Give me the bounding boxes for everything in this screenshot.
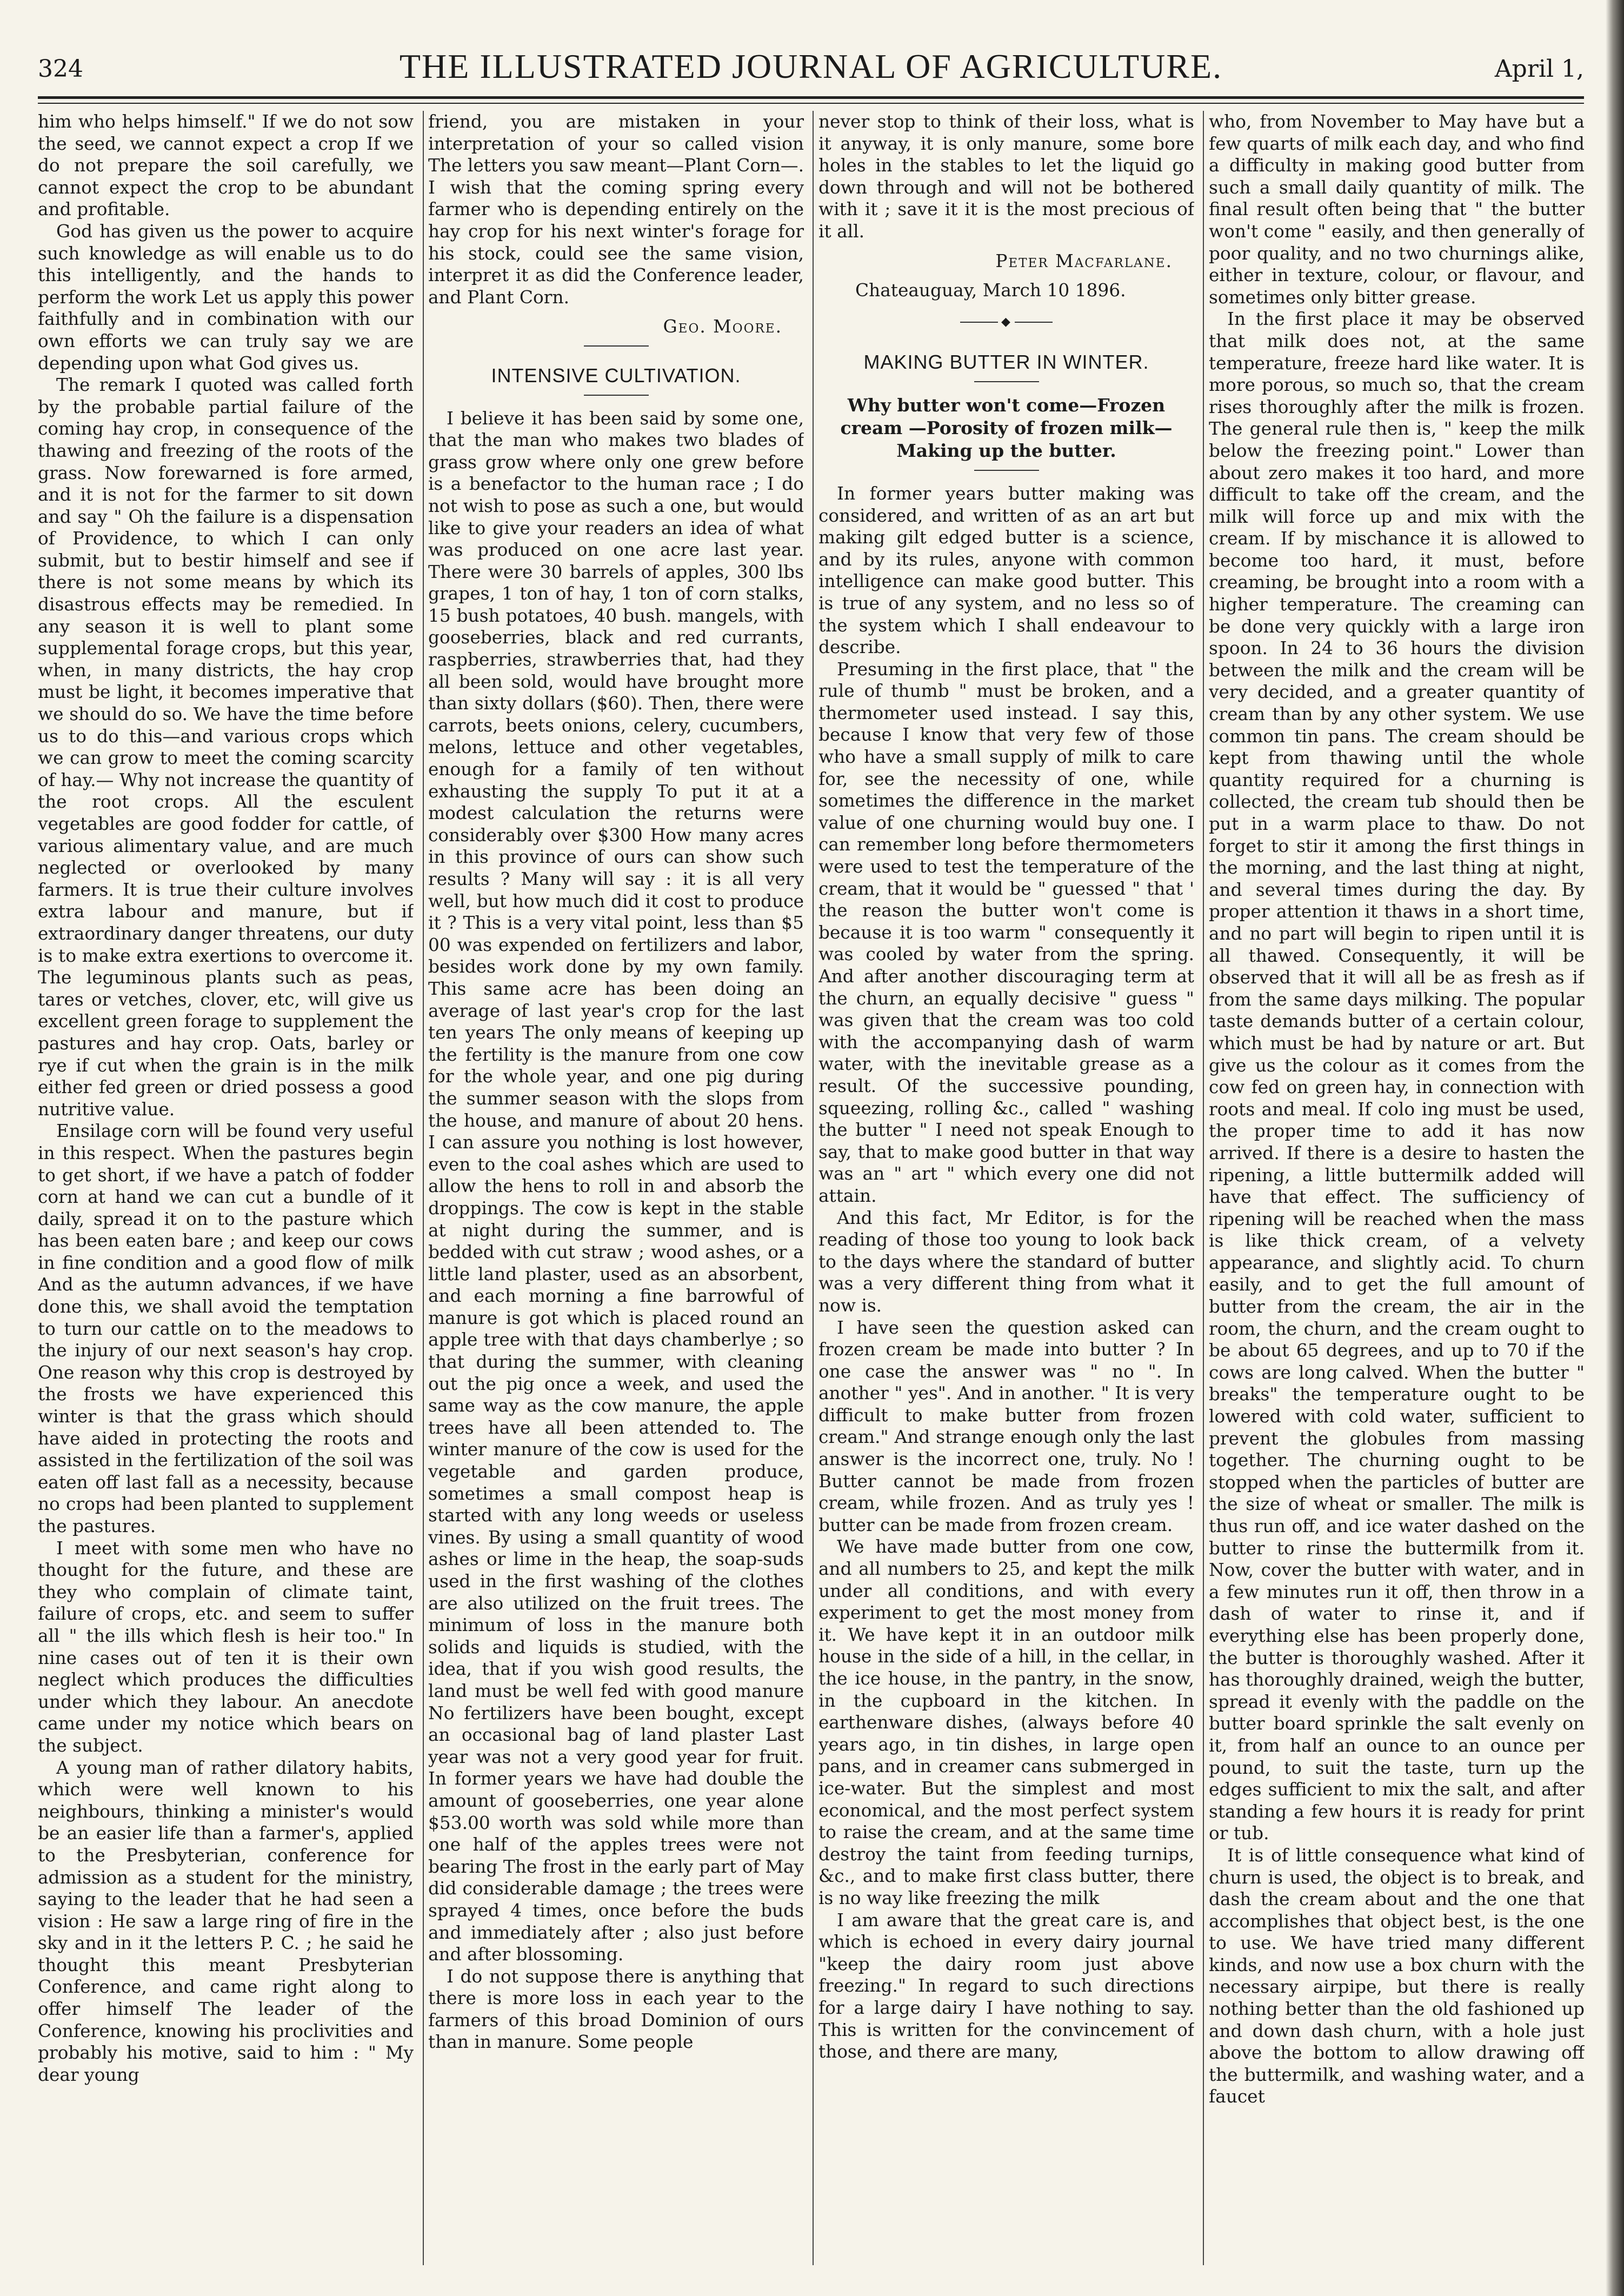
paragraph: I meet with some men who have no thought for the future, and these are they who complain of climate taint, failure of crops, etc. and seem to suffer all " the ills which flesh is heir too." In nine cases out of ten it is their own neglect which produces the difficulties under which they labour. An anecdote came under my notice which bears on the subject. [38,1538,414,1756]
separator-rule [584,345,649,347]
paragraph: Ensilage corn will be found very useful in this respect. When the pastures begin to get short, if we have a patch of fodder corn at hand we can cut a bundle of it daily, spread it on to the pasture which has been eaten bare ; and keep our cows in fine condition and a good flow of milk And as the autumn advances, if we have done this, we shall avoid the temptation to turn our cattle on to the meadows to the injury of our next season's hay crop. One reason why this crop is destroyed by the frosts we have experienced this winter is that the grass which should have aided in protecting the roots and assisted in the fertilization of the soil was eaten off last fall as a necessity, because no crops had been planted to supplement the pastures. [38,1121,414,1536]
paragraph: It is of little consequence what kind of churn is used, the object is to break, and dash the cream about and the one that accomplishes that object best, is the one to use. We have tried many different kinds, and now use a box churn with the necessary airpipe, but there is really nothing better than the old fashioned up and down dash churn, with a hole just above the bottom to allow drawing off the buttermilk, and washing water, and a faucet [1209,1845,1585,2107]
paragraph: God has given us the power to acquire such knowledge as will enable us to do this intelligently, and the hands to perform the work Let us apply this power faithfully and in combination with our own efforts we can truly say we are depending upon what God gives us. [38,221,414,374]
journal-title: THE ILLUSTRATED JOURNAL OF AGRICULTURE. [399,47,1223,85]
author-signature: Peter Macfarlane. [995,250,1173,271]
paragraph: In former years butter making was considered, and written of as an art but making gilt edged butter is a science, and by its rules, anyone with common intelligence can make good butter. This is true of any system, and no less so of the system which I shall endeavour to describe. [818,483,1194,658]
scan-edge [1606,0,1624,2296]
separator-rule [974,381,1039,382]
author-signature: Geo. Moore. [663,316,782,337]
paragraph: The remark I quoted was called forth by the probable partial failure of the coming hay crop, in consequence of the thawing and freezing of the roots of the grass. Now forewarned is fore armed, and it is not for the farmer to sit down and say " Oh the failure is a dispensation of Providence, to which I can only submit, but to bestir himself and see if there is not some means by which its disastrous effects may be remedied. In any season it is well to plant some supplemental forage crops, but this year, when, in many districts, the hay crop must be light, it becomes imperative that we should do so. We have the time before us to do this—and various crops which we can grow to meet the coming scarcity of hay.— Why not increase the quantity of the root crops. All the esculent vegetables are good fodder for cattle, of various alimentary value, and are much neglected or overlooked by many farmers. It is true their culture involves extra labour and manure, but if extraordinary danger threatens, our duty is to make extra exertions to overcome it. The leguminous plants such as peas, tares or vetches, clover, etc, will give us excellent green forage to supplement the pastures and hay crop. Oats, barley or rye if cut when the grain is in the milk either fed green or dried possess a good nutritive value. [38,375,414,1120]
page-header [38,34,1584,93]
article-heading: MAKING BUTTER IN WINTER. [863,351,1149,374]
header-rule-thin [38,103,1584,104]
separator-rule [584,395,649,396]
paragraph: We have made butter from one cow, and all numbers to 25, and kept the milk under all conditions, and with every experiment to get the most money from it. We have kept it in an outdoor milk house in the side of a hill, in the cellar, in the ice house, in the pantry, in the snow, in the cupboard in the kitchen. In earthenware dishes, (always before 40 years ago, in tin dishes, in large open pans, and in creamer cans submerged in ice-water. But the simplest and most economical, and the most perfect system to raise the cream, and at the same time destroy the taint from feeding turnips, &c., and to make first class butter, there is no way like freezing the milk [818,1536,1194,1908]
issue-date: April 1, [1494,55,1584,83]
article-heading: INTENSIVE CULTIVATION. [491,364,741,387]
paragraph: him who helps himself." If we do not sow the seed, we cannot expect a crop If we do not prepare the soil carefully, we cannot expect the crop to be abundant and profitable. [38,111,414,220]
header-rule [38,96,1584,99]
article-columns [38,111,1584,2268]
column-3 [818,111,1194,2268]
paragraph: A young man of rather dilatory habits, which were well known to his neighbours, thinking a minister's would be an easier life than a farmer's, applied to the Presbyterian, conference for admission as a student for the ministry, saying to the leader that he had seen a vision : He saw a large ring of fire in the sky and in it the letters P. C. ; he said he thought this meant Presbyterian Conference, and came right along to offer himself The leader of the Conference, knowing his proclivities and probably his motive, said to him : " My dear young [38,1757,414,2085]
paragraph: And this fact, Mr Editor, is for the reading of those too young to look back to the days where the standard of butter was a very different thing from what it now is. [818,1207,1194,1316]
paragraph: friend, you are mistaken in your interpretation of your so called vision The letters you saw meant—Plant Corn—. I wish that the coming spring every farmer who is depending entirely on the hay crop for his next winter's forage for his stock, could see the same vision, interpret it as did the Conference leader, and Plant Corn. [428,111,804,308]
column-1 [38,111,414,2268]
column-2 [428,111,804,2268]
paragraph: I am aware that the great care is, and which is echoed in every dairy journal "keep the dairy room just above freezing." In regard to such directions for a large dairy I have nothing to say. This is written for the convincement of those, and there are many, [818,1909,1194,2062]
ornament-divider: ◆ [818,311,1194,334]
paragraph: I do not suppose there is anything that there is more loss in each year to the farmers of this broad Dominion of ours than in manure. Some people [428,1966,804,2053]
column-4 [1209,111,1585,2268]
paragraph: never stop to think of their loss, what is it anyway, it is only manure, some bore holes in the stables to let the liquid go down through and will not be bothered with it ; save it it is the most precious of it all. [818,111,1194,242]
paragraph: I believe it has been said by some one, that the man who makes two blades of grass grow where only one grew before is a benefactor to the human race ; I do not wish to pose as such a one, but would like to give your readers an idea of what was produced on one acre last year. There were 30 barrels of apples, 300 lbs grapes, 1 ton of hay, 1 ton of corn stalks, 15 bush potatoes, 40 bush. mangels, with gooseberries, black and red currants, raspberries, strawberries that, had they all been sold, would have brought more than sixty dollars ($60). Then, there were carrots, beets onions, celery, cucumbers, melons, lettuce and other vegetables, enough for a family of ten without exhausting the supply To put it at a modest calculation the returns were considerably over $300 How many acres in this province of ours can show such results ? Many will say : it is all very well, but how much did it cost to produce it ? This is a very vital point, less than $5 00 was expended on fertilizers and labor, besides work done by my own family. This same acre has been doing an average of last year's crop for the last ten years The only means of keeping up the fertility is the manure from one cow for the whole year, and one pig during the summer season with the slops from the house, and manure of about 20 hens. I can assure you nothing is lost however, even to the coal ashes which are used to allow the hens to roll in and absorb the droppings. The cow is kept in the stable at night during the summer, and is bedded with cut straw ; wood ashes, or a little land plaster, used as an absorbent, and each morning a fine barrowful of manure is got which is placed round an apple tree with that days chamberlye ; so that during the summer, with cleaning out the pig once a week, and used the same way as the cow manure, the apple trees have all been attended to. The winter manure of the cow is used for the vegetable and garden produce, sometimes a small compost heap is started with any long weeds or useless vines. By using a small quantity of wood ashes or lime in the heap, the soap-suds used in the first washing of the clothes are also utilized on the fruit trees. The minimum of loss in the manure both solids and liquids is studied, with the idea, that if you wish good results, the land must be well fed with good manure No fertilizers have been bought, except an occasional bag of land plaster Last year was not a very good year for fruit. In former years we have had double the amount of gooseberries, one year alone $53.00 worth was sold while more than one half of the apples trees were not bearing The frost in the early part of May did considerable damage ; the trees were sprayed 4 times, once before the buds and immediately after ; also just before and after blossoming. [428,408,804,1965]
article-subheading: Why butter won't come—Frozen cream —Porosity of frozen milk—Making up the butter. [840,394,1173,461]
paragraph: I have seen the question asked can frozen cream be made into butter ? In one case the answer was " no ". In another " yes". And in another. " It is very difficult to make butter from frozen cream." And strange enough only the last answer is the incorrect one, truly. No ! Butter cannot be made from frozen cream, while frozen. And as truly yes ! butter can be made from frozen cream. [818,1317,1194,1535]
dateline: Chateauguay, March 10 1896. [855,280,1126,301]
paragraph: In the first place it may be observed that milk does not, at the same temperature, freeze hard like water. It is more porous, so much so, that the cream rises thoroughly after the milk is frozen. The general rule then is, " keep the milk below the freezing point." Lower than about zero makes it too hard, and more difficult to take off the cream, and the milk will force up and mix with the cream. If by mischance it is allowed to become too hard, it must, before creaming, be brought into a room with a higher temperature. The creaming can be done very quickly with a large iron spoon. In 24 to 36 hours the division between the milk and the cream will be very decided, and a greater quantity of cream than by any other system. We use common tin pans. The cream should be kept from thawing until the whole quantity required for a churning is collected, the cream tub should then be put in a warm place to thaw. Do not forget to stir it among the first things in the morning, and the last thing at night, and several times during the day. By proper attention it thaws in a short time, and no part will begin to ripen until it is all thawed. Consequently, it will be observed that it will all be as fresh as if from the same days milking. The popular taste demands butter of a certain colour, which must be had by nature or art. But give us the colour as it comes from the cow fed on green hay, in connection with roots and meal. If colo ing must be used, the proper time to add it has now arrived. If there is a desire to hasten the ripening, a little buttermilk added will have that effect. The sufficiency of ripening will be reached when the mass is like thick cream, of a velvety appearance, and slightly acid. To churn easily, and to get the full amount of butter from the cream, the air in the room, the churn, and the cream ought to be about 65 degrees, and up to 70 if the cows are long calved. When the butter " breaks" the temperature ought to be lowered with cold water, sufficient to prevent the globules from massing together. The churning ought to be stopped when the particles of butter are the size of wheat or smaller. The milk is thus run off, and ice water dashed on the butter to rinse the buttermilk from it. Now, cover the butter with water, and in a few minutes run it off, then throw in a dash of water to rinse it, and if everything else has been properly done, the butter is thoroughly washed. After it has thoroughly drained, weigh the butter, spread it evenly with the paddle on the butter board sprinkle the salt evenly on it, from half an ounce to an ounce per pound, to suit the taste, turn up the edges sufficient to mix the salt, and after standing a few hours it is ready for print or tub. [1209,309,1585,1844]
paragraph: who, from November to May have but a few quarts of milk each day, and who find a difficulty in making good butter from such a small daily quantity of milk. The final result often being that " the butter won't come " easily, and then generally of poor quality, and no two churnings alike, either in texture, colour, or flavour, and sometimes only bitter grease. [1209,111,1585,308]
separator-rule [974,470,1039,471]
paragraph: Presuming in the first place, that " the rule of thumb " must be broken, and a thermometer used instead. I say this, because I know that very few of those who have a small supply of milk to care for, see the necessity of one, while sometimes the difference in the market value of one churning would buy one. I can remember long before thermometers were used to test the temperature of the cream, that it would be " guessed " that ' the reason the butter won't come is because it is too warm " consequently it was cooled by water from the spring. And after another discouraging term at the churn, an equally decisive " guess " was given that the cream was too cold with the accompanying dash of warm water, with the inevitable grease as a result. Of the successive pounding, squeezing, rolling &c., called " washing the butter " I need not speak Enough to say, that to make good butter in that way was an " art " which every one did not attain. [818,658,1194,1206]
page-number: 324 [38,55,83,83]
